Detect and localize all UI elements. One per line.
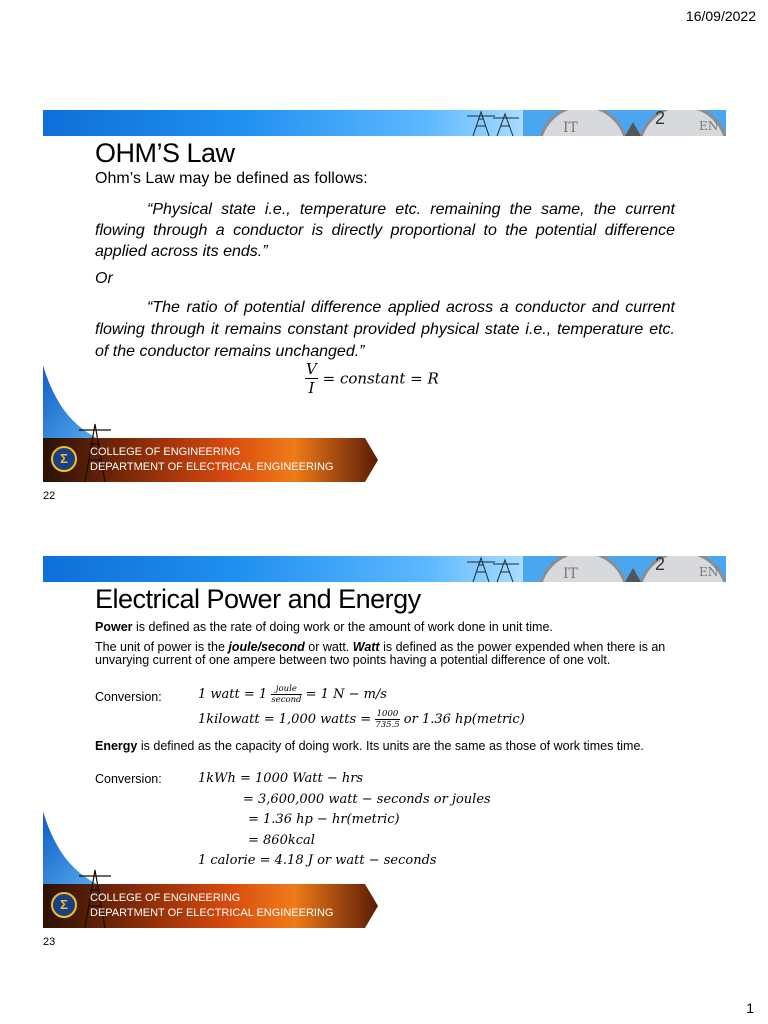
definition-quote-2: “The ratio of potential difference applied across a conductor and current flowing through it remains constant provided physical state i.e., temperature etc. of the conductor remains unchanged.” (95, 299, 675, 360)
svg-text:IT: IT (563, 566, 578, 582)
slide-title: Electrical Power and Energy (95, 584, 421, 614)
seal-number: 2 (655, 556, 666, 574)
conversion-label: Conversion: (95, 772, 162, 786)
header-banner (43, 556, 726, 582)
university-seal-icon (523, 556, 726, 582)
seal-number: 2 (655, 110, 666, 128)
kcal-equation: = 860kcal (248, 833, 315, 848)
joules-equation: = 3,600,000 watt − seconds or joules (243, 792, 491, 807)
slide-footer (43, 808, 726, 928)
footer-college: COLLEGE OF ENGINEERING (90, 446, 241, 458)
ohms-law-equation: $\frac{V}{I}$ = constant = R (306, 360, 439, 397)
svg-text:EN: EN (699, 119, 719, 133)
svg-text:IT: IT (563, 120, 578, 136)
kilowatt-equation: 1kilowatt = 1,000 watts = $\frac{1000}{735.5}$ or 1.36 hp(metric) (198, 709, 525, 730)
college-logo-icon: Σ (51, 446, 77, 472)
footer-department: DEPARTMENT OF ELECTRICAL ENGINEERING (90, 461, 334, 473)
power-definition: Power is defined as the rate of doing work or the amount of work done in unit time. (95, 620, 553, 634)
kwh-equation: 1kWh = 1000 Watt − hrs (198, 771, 364, 786)
slide-number-23: 23 (43, 936, 56, 948)
or-text: Or (95, 270, 113, 287)
conversion-label: Conversion: (95, 690, 162, 704)
intro-text: Ohm’s Law may be defined as follows: (95, 170, 368, 187)
watt-definition: The unit of power is the joule/second or watt. Watt is defined as the power expended when there is an unvarying current of one ampere between two points having a potential difference of one volt. (95, 640, 666, 667)
calorie-equation: 1 calorie = 4.18 J or watt − seconds (198, 853, 437, 868)
slide-footer (43, 362, 726, 482)
slide-title: OHM’S Law (95, 138, 235, 168)
svg-text:EN: EN (699, 565, 719, 579)
header-banner (43, 110, 726, 136)
watt-equation: 1 watt = 1 $\frac{\text{joule}}{\text{second}}$ = 1 N − m/s (198, 684, 387, 705)
slide-22 (43, 110, 726, 482)
energy-definition: Energy is defined as the capacity of doing work. Its units are the same as those of work times time. (95, 739, 644, 753)
pylon-icon (463, 110, 523, 136)
slide-23 (43, 556, 726, 928)
document-date: 16/09/2022 (685, 8, 756, 24)
hp-hr-equation: = 1.36 hp − hr(metric) (248, 812, 400, 827)
university-seal-icon (523, 110, 726, 136)
definition-quote-1: “Physical state i.e., temperature etc. remaining the same, the current flowing through a conductor is directly proportional to the potential difference applied across its ends.” (95, 201, 675, 260)
page-number: 1 (746, 1000, 754, 1016)
footer-college: COLLEGE OF ENGINEERING (90, 892, 241, 904)
slide-number-22: 22 (43, 490, 56, 502)
college-logo-icon: Σ (51, 892, 77, 918)
footer-department: DEPARTMENT OF ELECTRICAL ENGINEERING (90, 907, 334, 919)
pylon-icon (463, 556, 523, 582)
